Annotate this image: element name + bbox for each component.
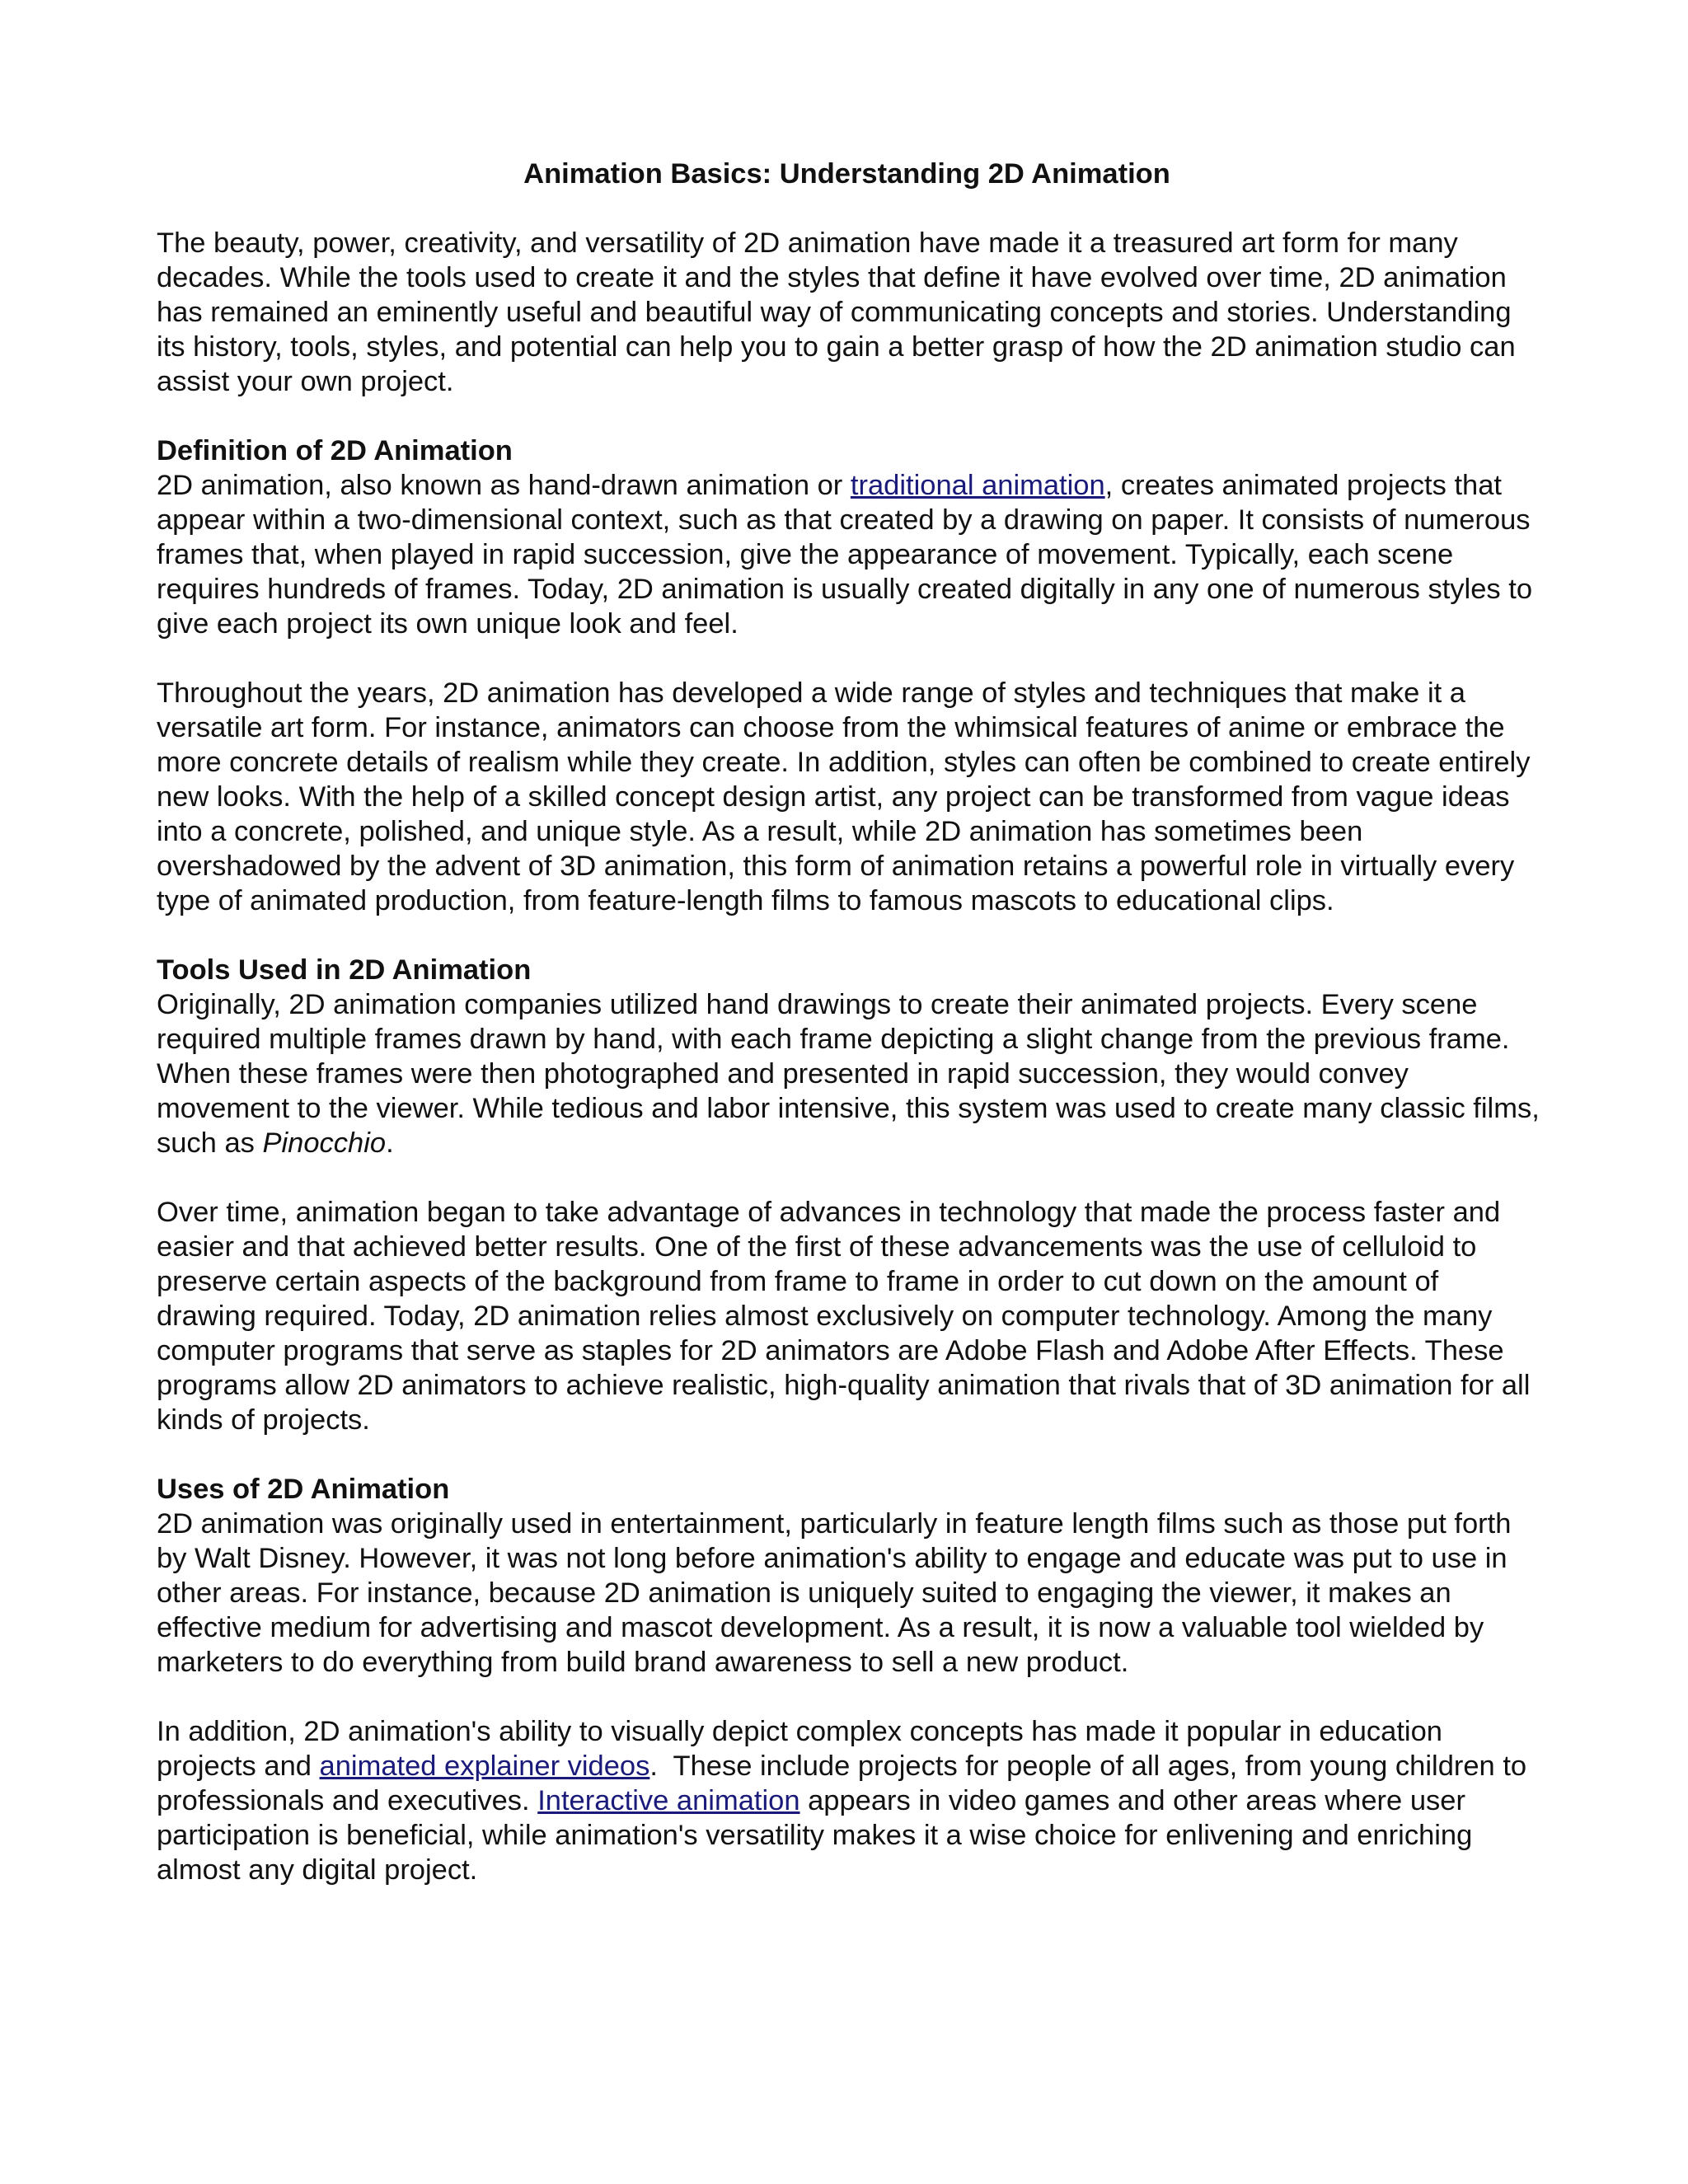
- uses-education-text-middle: . These include projects for people of all ages, from young children to professionals and executives.: [157, 1750, 1535, 1816]
- interactive-animation-link[interactable]: Interactive animation: [537, 1785, 800, 1816]
- animated-explainer-videos-link[interactable]: animated explainer videos: [319, 1750, 650, 1782]
- definition-styles-paragraph: Throughout the years, 2D animation has developed a wide range of styles and techniques that make it a versatile art form. For instance, animators can choose from the whimsical features of anime or embrace the more concrete details of realism while they create. In addition, styles can often be combined to create entirely new looks. With the help of a skilled concept design artist, any project can be transformed from vague ideas into a concrete, polished, and unique style. As a result, while 2D animation has sometimes been overshadowed by the advent of 3D animation, this form of animation retains a powerful role in virtually every type of animated production, from feature-length films to famous mascots to educational clips.: [157, 677, 1531, 916]
- definition-text-start: 2D animation, also known as hand-drawn animation or: [157, 470, 851, 501]
- uses-education-text-start: In addition, 2D animation's ability to visually depict complex concepts has made it popular in education projects and: [157, 1716, 1442, 1782]
- tools-technology-paragraph: Over time, animation began to take advantage of advances in technology that made the process faster and easier and that achieved better results. One of the first of these advancements was the use of celluloid to preserve certain aspects of the background from frame to frame in order to cut down on the amount of drawing required. Today, 2D animation relies almost exclusively on computer technology. Among the many computer programs that serve as staples for 2D animators are Adobe Flash and Adobe After Effects. These programs allow 2D animators to achieve realistic, high-quality animation that rivals that of 3D animation for all kinds of projects.: [157, 1197, 1531, 1436]
- uses-education-text-end: appears in video games and other areas where user participation is beneficial, while animation's versatility makes it a wise choice for enlivening and enriching almost any digital project.: [157, 1785, 1473, 1886]
- tools-section: [157, 953, 1541, 1160]
- traditional-animation-link[interactable]: traditional animation: [850, 470, 1105, 501]
- tools-text-end: .: [386, 1127, 394, 1159]
- pinocchio-title: Pinocchio: [262, 1127, 387, 1159]
- intro-paragraph: The beauty, power, creativity, and versatility of 2D animation have made it a treasured art form for many decades. While the tools used to create it and the styles that define it have evolved over time, 2D animation has remained an eminently useful and beautiful way of communicating concepts and stories. Understanding its history, tools, styles, and potential can help you to gain a better grasp of how the 2D animation studio can assist your own project.: [157, 227, 1516, 397]
- uses-education-paragraph: [157, 1714, 1541, 1887]
- uses-section: [157, 1472, 1541, 1680]
- page-title: Animation Basics: Understanding 2D Animation: [523, 158, 1170, 190]
- tools-heading: Tools Used in 2D Animation: [157, 954, 532, 986]
- uses-text: 2D animation was originally used in entertainment, particularly in feature length films such as those put forth by Walt Disney. However, it was not long before animation's ability to engage and educate was put to use in other areas. For instance, because 2D animation is uniquely suited to engaging the viewer, it makes an effective medium for advertising and mascot development. As a result, it is now a valuable tool wielded by marketers to do everything from build brand awareness to sell a new product.: [157, 1508, 1512, 1678]
- definition-text-end: , creates animated projects that appear within a two-dimensional context, such as that created by a drawing on paper. It consists of numerous frames that, when played in rapid succession, give the appearance of movement. Typically, each scene requires hundreds of frames. Today, 2D animation is usually created digitally in any one of numerous styles to give each project its own unique look and feel.: [157, 470, 1533, 640]
- document-page: [157, 157, 1541, 1922]
- uses-heading: Uses of 2D Animation: [157, 1474, 450, 1505]
- tools-text-start: Originally, 2D animation companies utilized hand drawings to create their animated projects. Every scene required multiple frames drawn by hand, with each frame depicting a slight change from the previous frame. When these frames were then photographed and presented in rapid succession, they would convey movement to the viewer. While tedious and labor intensive, this system was used to create many classic films, such as: [157, 989, 1540, 1159]
- definition-section: [157, 434, 1541, 641]
- definition-heading: Definition of 2D Animation: [157, 435, 513, 466]
